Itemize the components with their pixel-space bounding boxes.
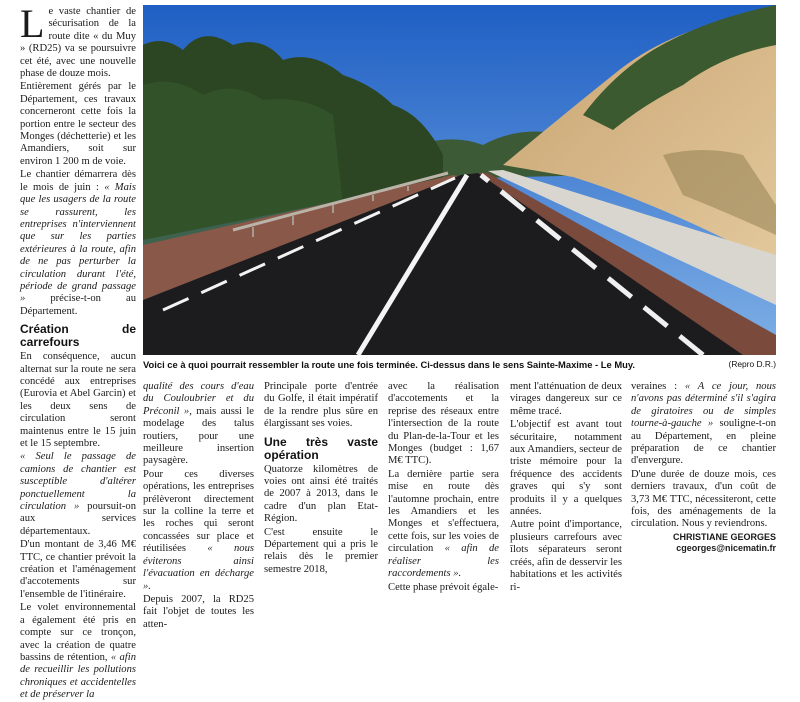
paragraph (20, 451, 136, 538)
paragraph (631, 381, 776, 468)
text: poursuit-on aux services départementaux. (20, 501, 137, 537)
text: Le volet environnemental a également été pris en compte sur ce tronçon, avec la création de quatre bassins de rétention, (20, 602, 136, 663)
article-column-6 (631, 381, 776, 531)
byline (631, 532, 776, 554)
quote: « afin de réaliser les raccordements ». (388, 543, 499, 580)
text: , mais aussi le modelage des talus routiers, pour une meilleure insertion paysagère. (143, 405, 254, 467)
text: Pour ces diverses opérations, les entreprises prélèveront directement sur la colline la terre et les roches qui seront concassées sur place et réutilisées (143, 468, 254, 555)
paragraph: L'objectif est avant tout sécuritaire, notamment aux Amandiers, secteur de triste mémoire pour la fréquence des accidents graves qui s'y sont produits il y a quelques années. (510, 419, 622, 518)
road-illustration (143, 5, 776, 355)
article-column-4 (388, 381, 499, 593)
paragraph: ment l'atténuation de deux virages dangereux sur ce même tracé. (510, 381, 622, 417)
photo-caption (143, 358, 776, 372)
section-heading: Création de carrefours (20, 322, 136, 350)
quote: qualité des cours d'eau du Couloubrier et du Préconil » (143, 381, 254, 417)
paragraph: En conséquence, aucun alternat sur la route ne sera concédé aux entreprises (Eurovia et Abel Garcin) et les deux sens de circulation seront maintenus entre le 15 juin et le 15 septembre. (20, 351, 136, 449)
quote: « A ce jour, nous n'avons pas déterminé s'il s'agira de giratoires ou de simples tourne-à-gauche » (631, 381, 776, 430)
paragraph (20, 602, 136, 701)
paragraph (143, 381, 254, 468)
paragraph: Autre point d'importance, plusieurs carrefours avec îlots séparateurs seront créés, afin de desservir les habitations et les activités ri- (510, 519, 622, 593)
text: veraines : (631, 381, 685, 392)
road-photo (143, 5, 776, 355)
paragraph: Principale porte d'entrée du Golfe, il était impératif de la rendre plus sûre en élargissant ses voies. (264, 381, 378, 430)
paragraph (388, 469, 499, 581)
section-heading: Une très vaste opération (264, 434, 378, 462)
paragraph: avec la réalisation d'accotements et la reprise des réseaux entre l'intersection de la route du Plan-de-la-Tour et les Monges (budget : 1,67 M€ TTC). (388, 381, 499, 467)
article-column-5 (510, 381, 622, 593)
quote: « afin de recueillir les pollutions chroniques et accidentelles et de préserver la (20, 651, 136, 701)
paragraph: Cette phase prévoit égale- (388, 581, 499, 593)
article-column-2 (143, 381, 254, 630)
text: La dernière partie sera mise en route dès l'automne prochain, entre les Amandiers et les Monges et s'effectuera, cette fois, sur les voies de circulation (388, 468, 499, 555)
text: souligne-t-on au Département, en pleine préparation de ce chantier d'envergure. (631, 418, 776, 467)
paragraph: Quatorze kilomètres de voies ont ainsi été traités de 2007 à 2013, dans le cadre d'un plan Etat-Région. (264, 463, 378, 525)
article-column-3 (264, 381, 378, 575)
drop-cap: L (20, 1, 45, 46)
quote: « nous éviterons ainsi l'évacuation en décharge ». (143, 543, 254, 592)
text: Le chantier démarrera dès le mois de juin : (20, 169, 136, 193)
quote: « Seul le passage de camions de chantier est susceptible d'altérer ponctuellement la circulation » (20, 451, 136, 513)
text: précise-t-on au Département. (20, 293, 136, 317)
caption-text: Voici ce à quoi pourrait ressembler la route une fois terminée. Ci-dessus dans le sens Sainte-Maxime - Le Muy. (143, 359, 635, 370)
paragraph: Entièrement gérés par le Département, ces travaux concerneront cette fois la portion entre le secteur des Monges (déchetterie) et les Amandiers, soit sur environ 1 200 m de voie. (20, 81, 136, 167)
lead-text: e vaste chantier de sécurisation de la route dite « du Muy » (RD25) va se poursuivre cet été, avec une nouvelle phase de douze mois. (20, 6, 136, 80)
paragraph: D'un montant de 3,46 M€ TTC, ce chantier prévoit la création et l'aménagement d'accotements sur l'ensemble de l'itinéraire. (20, 539, 136, 600)
paragraph: C'est ensuite le Département qui a pris le relais dès le premier semestre 2018, (264, 526, 378, 575)
paragraph (20, 169, 136, 318)
author-email[interactable]: cgeorges@nicematin.fr (676, 543, 776, 553)
quote: « Mais que les usagers de la route se rassurent, les entreprises n'interviennent que sur les parties extérieures à la route, afin de ne pas perturber la circulation durant l'été, période de grand passage » (20, 181, 136, 305)
photo-credit: (Repro D.R.) (728, 359, 776, 369)
paragraph (143, 469, 254, 593)
author-name: CHRISTIANE GEORGES (672, 532, 776, 542)
lead-paragraph (20, 1, 136, 80)
paragraph: Depuis 2007, la RD25 fait l'objet de toutes les atten- (143, 593, 254, 630)
article-column-1 (20, 1, 137, 701)
paragraph: D'une durée de douze mois, ces derniers travaux, d'un coût de 3,73 M€ TTC, nécessiteront, cette fois, des aménagements de la circulation. Nous y reviendrons. (631, 468, 776, 530)
